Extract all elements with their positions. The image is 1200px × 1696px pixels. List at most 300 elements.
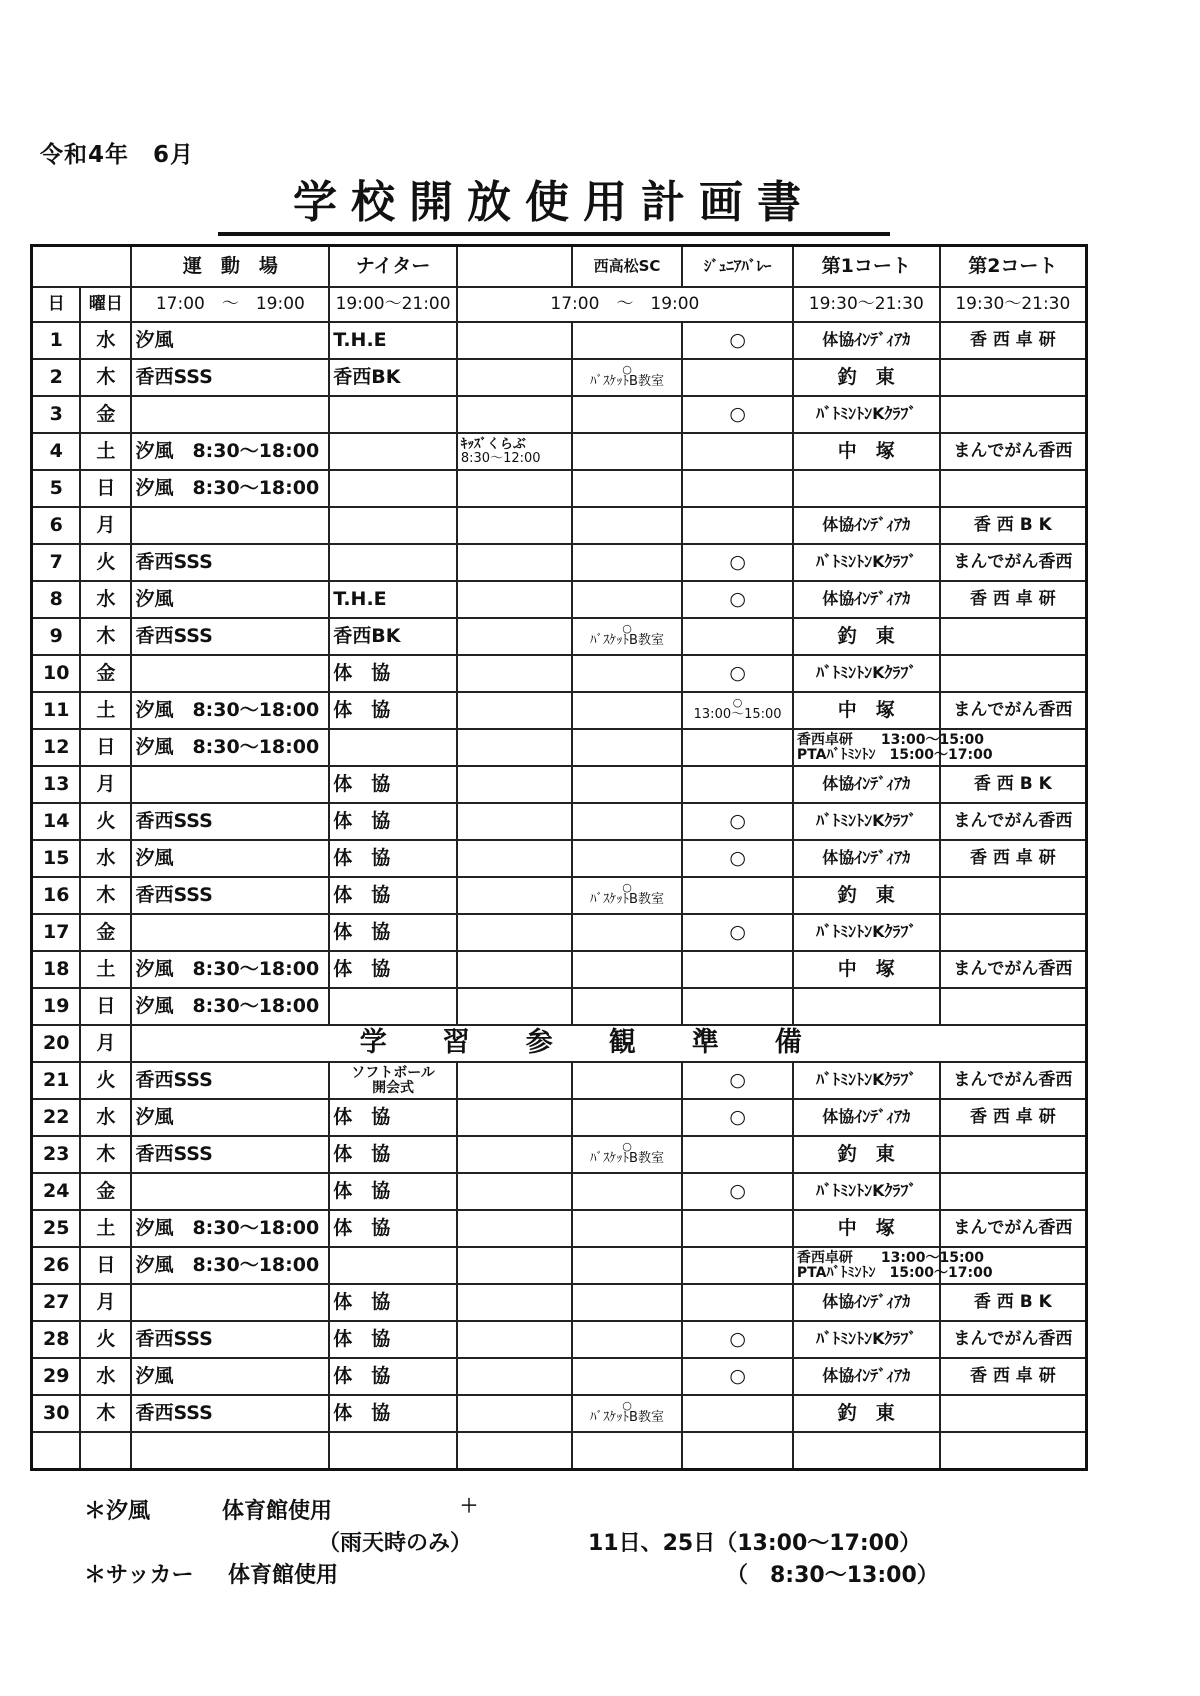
col-weekday: 曜日 — [80, 287, 131, 322]
ground-cell: 汐風 8:30～18:00 — [131, 433, 329, 470]
nighter-line1: ソフトボール — [351, 1064, 435, 1081]
ground-cell — [131, 507, 329, 544]
table-row — [32, 1099, 1087, 1136]
ground-cell: 汐風 — [131, 322, 329, 359]
court2-cell: まんでがん香西 — [940, 544, 1087, 581]
sc-cell — [572, 914, 683, 951]
court2-cell — [940, 359, 1087, 396]
extra-cell — [457, 507, 572, 544]
sc-cell — [572, 840, 683, 877]
volley-cell — [682, 1432, 793, 1470]
court1-cell: ﾊﾞﾄﾐﾝﾄﾝKｸﾗﾌﾞ — [793, 1062, 940, 1099]
court1-cell: 釣 東 — [793, 1136, 940, 1173]
sc-cell — [572, 359, 683, 396]
table-row — [32, 1136, 1087, 1173]
volley-cell — [682, 507, 793, 544]
sc-cell — [572, 1247, 683, 1284]
extra-cell — [457, 1395, 572, 1432]
court1-line1: 香西卓研 13:00～15:00 — [796, 731, 985, 748]
court2-time: 19:30～21:30 — [940, 287, 1087, 322]
table-row — [32, 1321, 1087, 1358]
mid-time: 17:00 ～ 19:00 — [457, 287, 793, 322]
court1-cell: 釣 東 — [793, 359, 940, 396]
day-cell: 20 — [32, 1025, 81, 1062]
nighter-cell: 体 協 — [329, 1099, 457, 1136]
extra-cell — [457, 470, 572, 507]
nighter-cell: 体 協 — [329, 655, 457, 692]
weekday-cell: 日 — [80, 729, 131, 766]
court1-cell — [793, 1247, 993, 1284]
volley-cell — [682, 692, 793, 729]
ground-cell: 汐風 8:30～18:00 — [131, 1210, 329, 1247]
court1-cell — [793, 729, 993, 766]
volley-cell: ○ — [682, 581, 793, 618]
sc-stack — [576, 1401, 679, 1425]
volley-cell — [682, 1210, 793, 1247]
day-cell: 27 — [32, 1284, 81, 1321]
col-court1: 第1コート — [793, 246, 940, 288]
ground-cell: 香西SSS — [131, 1395, 329, 1432]
court2-cell: まんでがん香西 — [940, 803, 1087, 840]
sc-cell — [572, 1173, 683, 1210]
extra-cell — [457, 1210, 572, 1247]
ground-cell: 汐風 8:30～18:00 — [131, 729, 329, 766]
weekday-cell: 水 — [80, 581, 131, 618]
weekday-cell — [80, 1432, 131, 1470]
day-cell: 22 — [32, 1099, 81, 1136]
weekday-cell: 水 — [80, 322, 131, 359]
day-cell: 30 — [32, 1395, 81, 1432]
extra-cell — [457, 877, 572, 914]
court2-cell — [940, 914, 1087, 951]
table-row — [32, 1025, 1087, 1062]
court1-cell: ﾊﾞﾄﾐﾝﾄﾝKｸﾗﾌﾞ — [793, 1321, 940, 1358]
weekday-cell: 木 — [80, 877, 131, 914]
volley-cell: ○ — [682, 1062, 793, 1099]
column-header-row — [32, 246, 1087, 288]
extra-cell — [457, 396, 572, 433]
table-row — [32, 470, 1087, 507]
sc-cell — [572, 1321, 683, 1358]
court1-cell: ﾊﾞﾄﾐﾝﾄﾝKｸﾗﾌﾞ — [793, 914, 940, 951]
circle-mark: ○ — [732, 696, 743, 710]
ground-cell: 香西SSS — [131, 1062, 329, 1099]
circle-mark: ○ — [622, 1399, 632, 1413]
sc-cell — [572, 322, 683, 359]
note-soccer-label: ＊サッカー — [84, 1563, 194, 1588]
court2-cell: まんでがん香西 — [940, 1321, 1087, 1358]
ground-cell — [131, 1432, 329, 1470]
nighter-cell — [329, 544, 457, 581]
note-soccer-time: （ 8:30～13:00） — [726, 1563, 939, 1588]
nighter-cell: 体 協 — [329, 692, 457, 729]
extra-cell — [457, 803, 572, 840]
sc-cell — [572, 951, 683, 988]
event-band: 学習参観準備 — [131, 1025, 1086, 1062]
extra-cell — [457, 1321, 572, 1358]
sc-stack — [576, 883, 679, 907]
sc-cell — [572, 544, 683, 581]
volley-cell — [682, 766, 793, 803]
court2-cell: まんでがん香西 — [940, 433, 1087, 470]
volley-cell — [682, 877, 793, 914]
table-row — [32, 1173, 1087, 1210]
ground-cell: 香西SSS — [131, 1321, 329, 1358]
court1-cell: 体協ｲﾝﾃﾞｨｱｶ — [793, 507, 940, 544]
day-cell: 11 — [32, 692, 81, 729]
court2-cell: 香 西 B K — [940, 766, 1087, 803]
volley-cell — [682, 951, 793, 988]
nighter-cell — [329, 988, 457, 1025]
table-row — [32, 914, 1087, 951]
volley-cell — [682, 1284, 793, 1321]
sc-cell — [572, 396, 683, 433]
table-row — [32, 544, 1087, 581]
day-cell: 24 — [32, 1173, 81, 1210]
volley-cell — [682, 618, 793, 655]
weekday-cell: 土 — [80, 692, 131, 729]
nighter-cell — [329, 1247, 457, 1284]
sc-cell — [572, 470, 683, 507]
extra-cell — [457, 840, 572, 877]
volley-cell: ○ — [682, 1173, 793, 1210]
court1-cell: 体協ｲﾝﾃﾞｨｱｶ — [793, 840, 940, 877]
day-cell: 10 — [32, 655, 81, 692]
sc-cell — [572, 877, 683, 914]
day-cell: 14 — [32, 803, 81, 840]
day-cell: 5 — [32, 470, 81, 507]
volley-cell — [682, 1395, 793, 1432]
weekday-cell: 水 — [80, 1358, 131, 1395]
court1-line2: PTAﾊﾞﾄﾐﾝﾄﾝ 15:00～17:00 — [796, 746, 993, 763]
volley-cell: ○ — [682, 914, 793, 951]
court1-cell: ﾊﾞﾄﾐﾝﾄﾝKｸﾗﾌﾞ — [793, 655, 940, 692]
page-title: 学校開放使用計画書 — [218, 166, 890, 236]
volley-cell: ○ — [682, 1358, 793, 1395]
col-nishitakamatsu: 西高松SC — [572, 246, 683, 288]
weekday-cell: 水 — [80, 1099, 131, 1136]
court1-time: 19:30～21:30 — [793, 287, 940, 322]
ground-cell: 香西SSS — [131, 359, 329, 396]
nighter-cell — [329, 396, 457, 433]
sc-text: ﾊﾞｽｹｯﾄB教室 — [590, 633, 664, 649]
table-row — [32, 1358, 1087, 1395]
ground-time: 17:00 ～ 19:00 — [131, 287, 329, 322]
col-junior-volley: ｼﾞｭﾆｱﾊﾞﾚｰ — [682, 246, 793, 288]
court1-cell: ﾊﾞﾄﾐﾝﾄﾝKｸﾗﾌﾞ — [793, 544, 940, 581]
court2-cell: 香 西 卓 研 — [940, 1358, 1087, 1395]
extra-cell — [457, 655, 572, 692]
extra-cell — [457, 1247, 572, 1284]
weekday-cell: 火 — [80, 1321, 131, 1358]
weekday-cell: 火 — [80, 803, 131, 840]
kids-name: ｷｯｽﾞくらぶ — [460, 436, 526, 452]
day-cell: 17 — [32, 914, 81, 951]
volley-cell: ○ — [682, 840, 793, 877]
sc-cell — [572, 1099, 683, 1136]
volley-cell: ○ — [682, 1099, 793, 1136]
court2-cell — [940, 396, 1087, 433]
day-cell: 6 — [32, 507, 81, 544]
volley-time: 13:00～15:00 — [693, 707, 782, 723]
table-row — [32, 729, 1087, 766]
court1-cell: 中 塚 — [793, 951, 940, 988]
weekday-cell: 金 — [80, 655, 131, 692]
sc-cell — [572, 1284, 683, 1321]
ground-cell: 汐風 8:30～18:00 — [131, 692, 329, 729]
table-row — [32, 766, 1087, 803]
nighter-cell — [329, 433, 457, 470]
weekday-cell: 日 — [80, 470, 131, 507]
col-blank — [457, 246, 572, 288]
nighter-cell — [329, 507, 457, 544]
weekday-cell: 水 — [80, 840, 131, 877]
sc-text: ﾊﾞｽｹｯﾄB教室 — [590, 1151, 664, 1167]
court1-cell: 体協ｲﾝﾃﾞｨｱｶ — [793, 322, 940, 359]
day-cell: 2 — [32, 359, 81, 396]
circle-mark: ○ — [622, 622, 632, 636]
day-cell: 29 — [32, 1358, 81, 1395]
weekday-cell: 火 — [80, 544, 131, 581]
ground-cell — [131, 1173, 329, 1210]
table-row — [32, 396, 1087, 433]
sc-cell — [572, 988, 683, 1025]
ground-cell: 汐風 8:30～18:00 — [131, 470, 329, 507]
volley-cell — [682, 1136, 793, 1173]
day-cell — [32, 1432, 81, 1470]
sc-cell — [572, 1432, 683, 1470]
sc-stack — [576, 365, 679, 389]
table-row — [32, 840, 1087, 877]
sc-cell — [572, 1136, 683, 1173]
volley-cell: ○ — [682, 803, 793, 840]
table-row — [32, 951, 1087, 988]
col-nighter: ナイター — [329, 246, 457, 288]
table-row — [32, 581, 1087, 618]
court1-cell — [793, 988, 940, 1025]
ground-cell: 汐風 8:30～18:00 — [131, 988, 329, 1025]
day-cell: 26 — [32, 1247, 81, 1284]
ground-cell: 香西SSS — [131, 803, 329, 840]
day-cell: 3 — [32, 396, 81, 433]
nighter-cell: T.H.E — [329, 581, 457, 618]
court2-cell: まんでがん香西 — [940, 1062, 1087, 1099]
extra-cell — [457, 988, 572, 1025]
extra-cell — [457, 1136, 572, 1173]
extra-cell — [457, 322, 572, 359]
day-cell: 8 — [32, 581, 81, 618]
nighter-cell: 香西BK — [329, 359, 457, 396]
court2-cell — [940, 470, 1087, 507]
court1-cell: 体協ｲﾝﾃﾞｨｱｶ — [793, 1358, 940, 1395]
table-row — [32, 803, 1087, 840]
court1-cell: 釣 東 — [793, 1395, 940, 1432]
weekday-cell: 月 — [80, 766, 131, 803]
weekday-cell: 金 — [80, 1173, 131, 1210]
day-cell: 15 — [32, 840, 81, 877]
court1-cell: 体協ｲﾝﾃﾞｨｱｶ — [793, 581, 940, 618]
court2-cell — [940, 877, 1087, 914]
ground-cell: 香西SSS — [131, 1136, 329, 1173]
court1-cell: 体協ｲﾝﾃﾞｨｱｶ — [793, 766, 940, 803]
nighter-cell: 体 協 — [329, 803, 457, 840]
table-row — [32, 1062, 1087, 1099]
ground-cell: 香西SSS — [131, 618, 329, 655]
table-row — [32, 359, 1087, 396]
volley-cell — [682, 470, 793, 507]
sc-text: ﾊﾞｽｹｯﾄB教室 — [590, 374, 664, 390]
col-ground: 運 動 場 — [131, 246, 329, 288]
court1-cell: ﾊﾞﾄﾐﾝﾄﾝKｸﾗﾌﾞ — [793, 1173, 940, 1210]
day-cell: 16 — [32, 877, 81, 914]
court1-line2: PTAﾊﾞﾄﾐﾝﾄﾝ 15:00～17:00 — [796, 1264, 993, 1281]
court2-cell: 香 西 卓 研 — [940, 840, 1087, 877]
kids-time: 8:30～12:00 — [460, 450, 541, 466]
sc-text: ﾊﾞｽｹｯﾄB教室 — [590, 892, 664, 908]
table-row — [32, 618, 1087, 655]
volley-cell — [682, 1247, 793, 1284]
court2-cell — [940, 655, 1087, 692]
weekday-cell: 月 — [80, 1284, 131, 1321]
court1-line1: 香西卓研 13:00～15:00 — [796, 1249, 985, 1266]
nighter-cell: 体 協 — [329, 1395, 457, 1432]
col-day: 日 — [32, 287, 81, 322]
volley-cell — [682, 359, 793, 396]
court1-cell: 釣 東 — [793, 877, 940, 914]
weekday-cell: 木 — [80, 1395, 131, 1432]
extra-cell — [457, 359, 572, 396]
court2-cell: まんでがん香西 — [940, 1210, 1087, 1247]
era-month: 令和4年 6月 — [40, 142, 195, 168]
weekday-cell: 金 — [80, 914, 131, 951]
nighter-cell: 体 協 — [329, 766, 457, 803]
court1-cell: 中 塚 — [793, 1210, 940, 1247]
weekday-cell: 金 — [80, 396, 131, 433]
time-header-row — [32, 287, 1087, 322]
table-row — [32, 433, 1087, 470]
extra-cell — [457, 1284, 572, 1321]
day-cell: 23 — [32, 1136, 81, 1173]
extra-cell — [457, 1099, 572, 1136]
court1-cell: 釣 東 — [793, 618, 940, 655]
court2-cell: まんでがん香西 — [940, 951, 1087, 988]
weekday-cell: 日 — [80, 988, 131, 1025]
extra-cell — [457, 1432, 572, 1470]
nighter-time: 19:00～21:00 — [329, 287, 457, 322]
nighter-cell — [329, 1432, 457, 1470]
sc-cell — [572, 1210, 683, 1247]
sc-stack — [576, 1142, 679, 1166]
extra-cell — [457, 951, 572, 988]
weekday-cell: 月 — [80, 507, 131, 544]
circle-mark: ○ — [622, 363, 632, 377]
weekday-cell: 木 — [80, 618, 131, 655]
nighter-cell: 体 協 — [329, 1358, 457, 1395]
weekday-cell: 土 — [80, 433, 131, 470]
court2-cell — [940, 1136, 1087, 1173]
court2-cell: 香 西 B K — [940, 507, 1087, 544]
weekday-cell: 日 — [80, 1247, 131, 1284]
sc-cell — [572, 1062, 683, 1099]
court2-cell — [940, 1395, 1087, 1432]
extra-cell — [457, 729, 572, 766]
court2-cell: まんでがん香西 — [940, 692, 1087, 729]
ground-cell — [131, 396, 329, 433]
sc-stack — [576, 624, 679, 648]
weekday-cell: 土 — [80, 951, 131, 988]
sc-cell — [572, 1358, 683, 1395]
ground-cell: 香西SSS — [131, 544, 329, 581]
sc-text: ﾊﾞｽｹｯﾄB教室 — [590, 1410, 664, 1426]
ground-cell: 汐風 — [131, 581, 329, 618]
ground-cell: 汐風 — [131, 840, 329, 877]
nighter-cell: 香西BK — [329, 618, 457, 655]
table-row — [32, 1210, 1087, 1247]
extra-cell — [457, 692, 572, 729]
volley-cell — [682, 988, 793, 1025]
circle-mark: ○ — [622, 1140, 632, 1154]
ground-cell — [131, 914, 329, 951]
ground-cell — [131, 655, 329, 692]
day-cell: 12 — [32, 729, 81, 766]
nighter-cell: 体 協 — [329, 840, 457, 877]
court2-cell — [940, 618, 1087, 655]
note-shiokaze-use: 体育館使用 — [222, 1499, 333, 1524]
day-cell: 4 — [32, 433, 81, 470]
sc-cell — [572, 655, 683, 692]
nighter-cell: 体 協 — [329, 1136, 457, 1173]
extra-cell — [457, 1358, 572, 1395]
ground-cell: 汐風 8:30～18:00 — [131, 1247, 329, 1284]
weekday-cell: 火 — [80, 1062, 131, 1099]
court2-cell: 香 西 卓 研 — [940, 581, 1087, 618]
day-cell: 28 — [32, 1321, 81, 1358]
note-soccer-use: 体育館使用 — [228, 1563, 339, 1588]
sc-cell — [572, 803, 683, 840]
court1-cell: 中 塚 — [793, 433, 940, 470]
sc-cell — [572, 618, 683, 655]
extra-cell — [457, 618, 572, 655]
table-row — [32, 1395, 1087, 1432]
sc-cell — [572, 766, 683, 803]
nighter-cell — [329, 729, 457, 766]
sc-cell — [572, 729, 683, 766]
volley-cell: ○ — [682, 655, 793, 692]
court2-cell: 香 西 卓 研 — [940, 1099, 1087, 1136]
ground-cell — [131, 1284, 329, 1321]
day-cell: 1 — [32, 322, 81, 359]
court1-cell: 中 塚 — [793, 692, 940, 729]
volley-cell: ○ — [682, 322, 793, 359]
weekday-cell: 月 — [80, 1025, 131, 1062]
nighter-cell: 体 協 — [329, 951, 457, 988]
extra-cell — [457, 544, 572, 581]
court2-cell — [940, 1173, 1087, 1210]
court1-cell: ﾊﾞﾄﾐﾝﾄﾝKｸﾗﾌﾞ — [793, 803, 940, 840]
ground-cell — [131, 766, 329, 803]
nighter-line2: 開会式 — [372, 1079, 415, 1096]
court2-cell: 香 西 B K — [940, 1284, 1087, 1321]
table-row — [32, 877, 1087, 914]
nighter-cell — [329, 1062, 457, 1099]
sc-cell — [572, 692, 683, 729]
court1-cell: 体協ｲﾝﾃﾞｨｱｶ — [793, 1099, 940, 1136]
weekday-cell: 木 — [80, 1136, 131, 1173]
nighter-cell: 体 協 — [329, 914, 457, 951]
table-row — [32, 1284, 1087, 1321]
volley-cell — [682, 729, 793, 766]
ground-cell: 汐風 — [131, 1358, 329, 1395]
